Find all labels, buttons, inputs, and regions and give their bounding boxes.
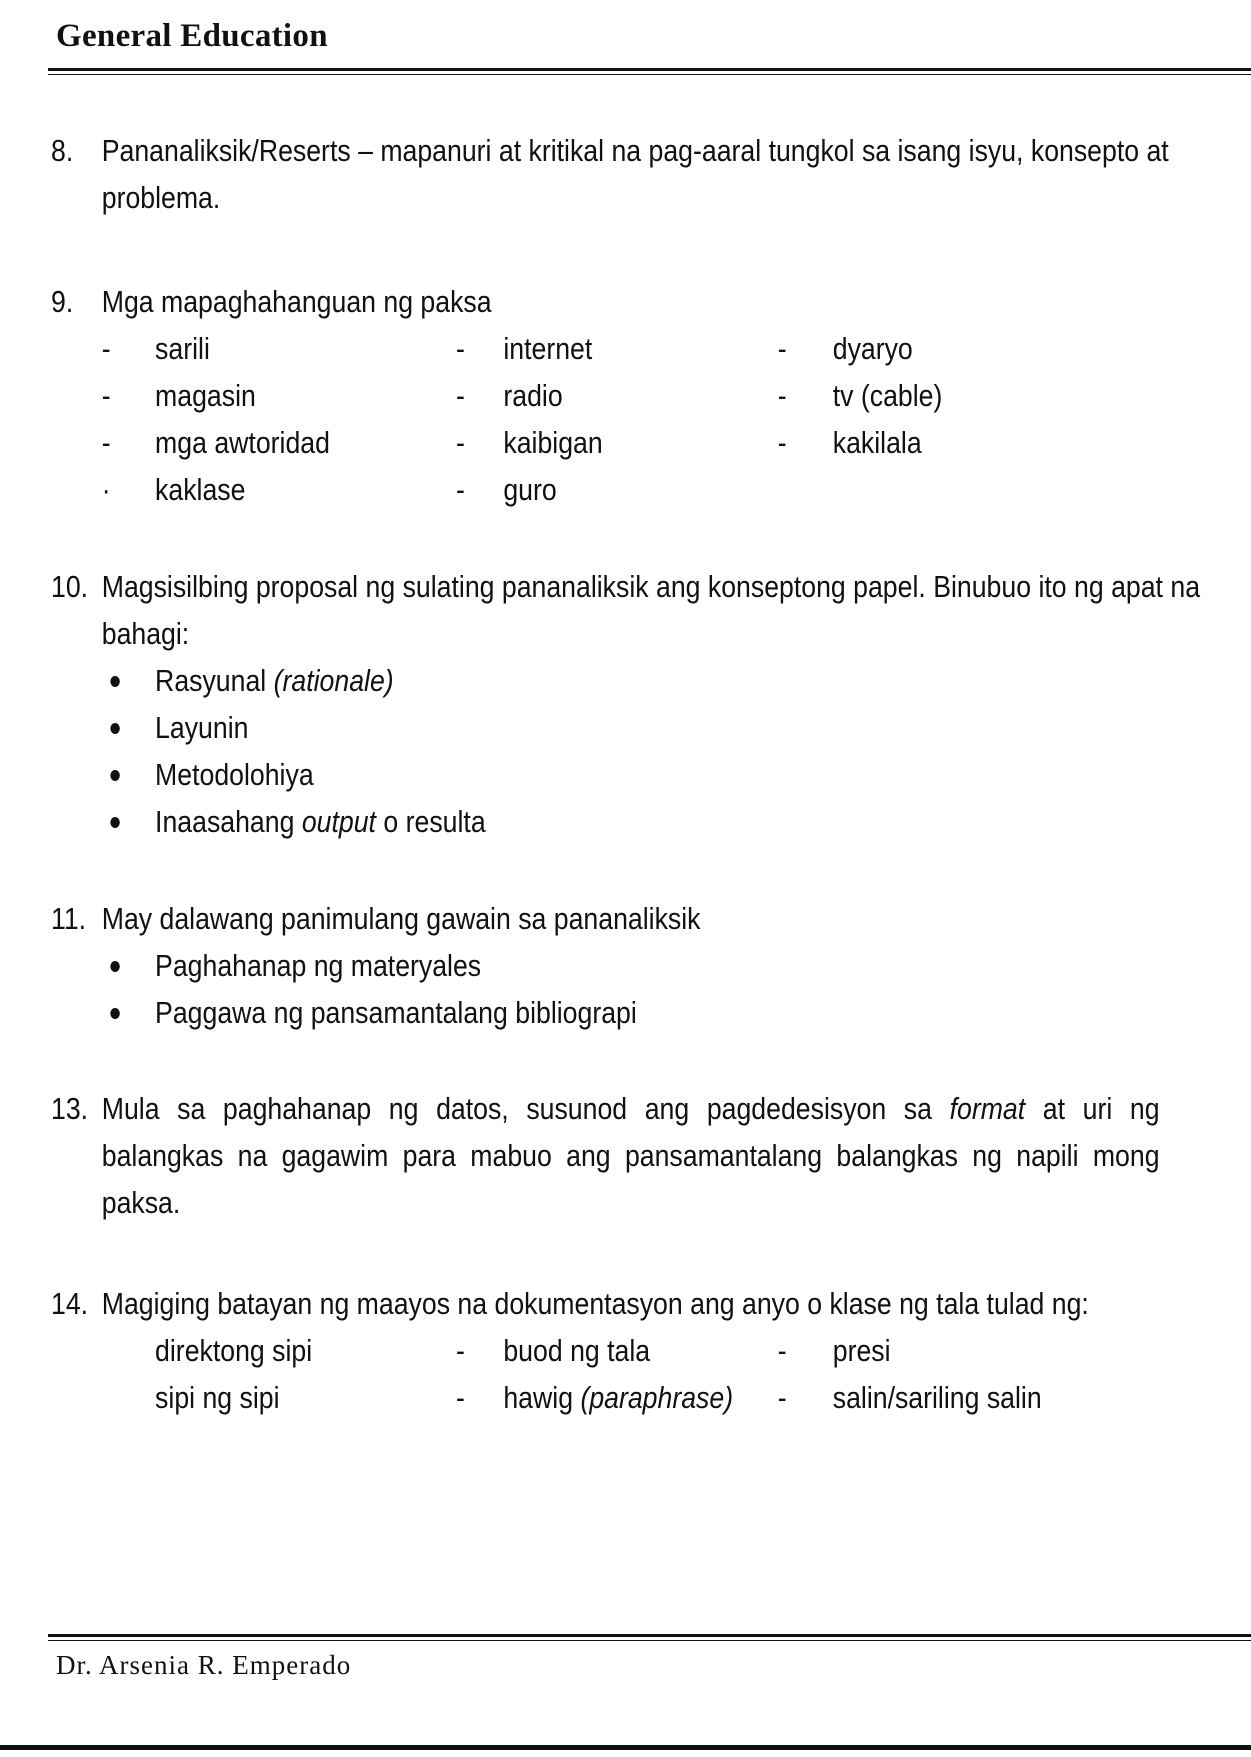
note-type: sipi ng sipi [155,1380,280,1415]
item-text: Magsisilbing proposal ng sulating pananaliksik ang konseptong papel. Binubuo ito ng apat na bahagi: [101,569,1201,651]
notes-row [102,1327,1211,1374]
dash-marker: - [101,378,111,413]
dash-marker: - [456,425,465,460]
source-item: tv (cable) [832,378,943,413]
sources-list [102,325,1211,513]
dash-marker: - [456,1380,465,1415]
item-number: 14. [51,1286,89,1321]
bullet-italic: output [301,804,376,839]
bullet-item [102,751,1211,798]
note-type-text: hawig [503,1380,574,1415]
bullet-icon [110,723,119,734]
item-number: 13. [51,1091,89,1126]
item-text-italic: format [949,1091,1026,1126]
footer-author: Dr. Arsenia R. Emperado [56,1650,352,1680]
note-type-italic: (paraphrase) [580,1380,734,1415]
bullet-icon [110,1008,119,1019]
note-type: buod ng tala [503,1333,651,1368]
footer-rule [48,1634,1251,1637]
item-text: Pananaliksik/Reserts – mapanuri at kritikal na pag-aaral tungkol sa isang isyu, konsepto at problema. [101,133,1169,215]
source-item: internet [503,331,593,366]
bullet-list [102,657,1211,845]
dash-marker: - [101,425,111,460]
bullet-text: Metodolohiya [155,757,314,792]
header-rule-thin [48,74,1251,75]
dash-marker: - [456,378,465,413]
bullet-text: Paghahanap ng materyales [155,948,482,983]
source-item: sarili [155,331,210,366]
notes-list [102,1327,1211,1421]
sources-row [102,325,1211,372]
bullet-icon [110,676,119,687]
sources-row [102,419,1211,466]
source-item: radio [503,378,563,413]
dash-marker: - [456,331,465,366]
source-item: kaibigan [503,425,603,460]
item-number: 10. [51,569,89,604]
note-type: presi [832,1333,891,1368]
dash-marker: - [777,425,787,460]
bullet-italic: (rationale) [273,663,394,698]
bullet-text: Paggawa ng pansamantalang bibliograpi [155,995,637,1030]
bullet-text: Inaasahang [155,804,295,839]
sources-row [102,466,1211,513]
note-type [503,1374,733,1421]
item-number: 8. [51,133,74,168]
source-item: dyaryo [832,331,913,366]
dash-marker: - [101,331,111,366]
sources-row [102,372,1211,419]
bullet-list [102,942,1211,1036]
bullet-text: Rasyunal [155,663,267,698]
note-type: salin/sariling salin [832,1380,1042,1415]
source-item: kakilala [832,425,922,460]
bullet-item [102,704,1211,751]
bullet-item [102,798,1211,845]
item-number: 9. [51,284,74,319]
source-item: guro [503,472,557,507]
dash-marker: - [777,1380,787,1415]
item-text-before: Mula sa paghahanap ng datos, susunod ang pagdedesisyon sa [101,1091,932,1126]
dash-marker: - [777,331,787,366]
item-number: 11. [51,901,87,936]
footer-rule-thin [48,1640,1251,1641]
notes-row [102,1374,1211,1421]
item-text: May dalawang panimulang gawain sa pananaliksik [101,901,701,936]
note-type: direktong sipi [155,1333,313,1368]
bullet-text: Layunin [155,710,249,745]
dash-marker: - [777,378,787,413]
item-text [102,1085,1160,1226]
source-item: kaklase [155,472,246,507]
bullet-icon [110,961,119,972]
header-rule [48,68,1251,71]
bottom-rule [0,1745,1251,1750]
bullet-item [102,657,1211,704]
bullet-icon [110,817,119,828]
source-item: mga awtoridad [155,425,330,460]
item-text: Magiging batayan ng maayos na dokumentasyon ang anyo o klase ng tala tulad ng: [101,1286,1089,1321]
item-text-after: at uri ng balangkas na gagawim para mabuo ang pansamantalang balangkas ng napili mong paksa. [101,1091,1160,1220]
header-title: General Education [56,18,328,54]
bullet-text-after: o resulta [383,804,486,839]
dot-marker: · [101,472,111,507]
bullet-item [102,989,1211,1036]
bullet-icon [110,770,119,781]
item-text: Mga mapaghahanguan ng paksa [101,284,492,319]
source-item: magasin [155,378,256,413]
dash-marker: - [456,472,465,507]
bullet-item [102,942,1211,989]
dash-marker: - [456,1333,465,1368]
dash-marker: - [777,1333,787,1368]
